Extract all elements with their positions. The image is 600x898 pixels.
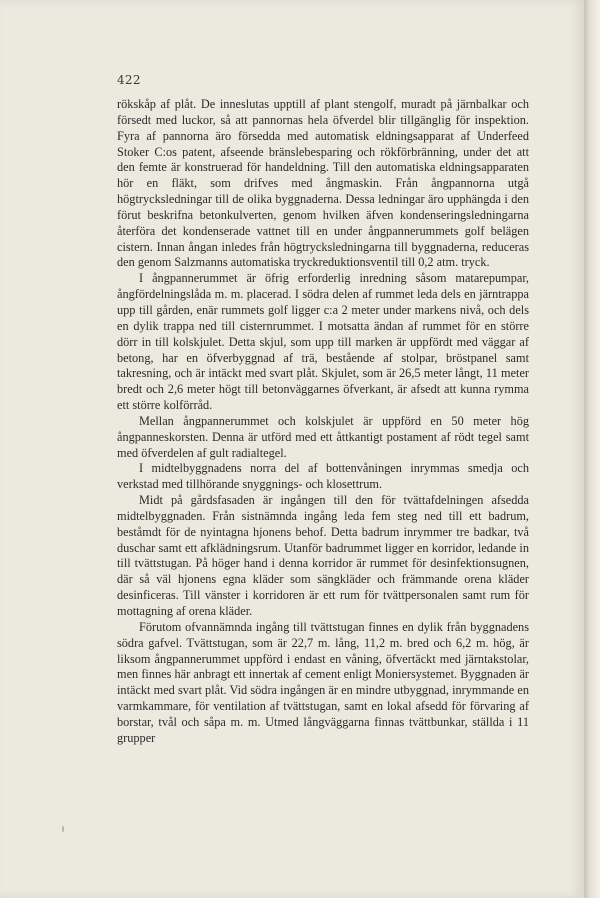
paragraph-2: I ångpannerummet är öfrig erforderlig inredning såsom matarepumpar, ångfördelningslåda m. m. placerad. I södra delen af rummet leda dels en järntrappa upp till gården, enär rummets golf ligger c:a 2 meter under markens nivå, och dels en dylik trappa ned till cisternrummet. I motsatta ändan af rummet för en större dörr in till kolskjulet. Detta skjul, som upp till marken är uppfördt med väggar af betong, har en öfverbyggnad af trä, bestående af stolpar, bröstpanel samt takresning, och är intäckt med svart plåt. Skjulet, som är 26,5 meter långt, 11 meter bredt och 2,6 meter högt till betonväggarnes öfverkant, är afsedt att kunna rymma ett större kolförråd. [117,271,529,413]
page-number: 422 [117,73,141,87]
paragraph-3: Mellan ångpannerummet och kolskjulet är uppförd en 50 meter hög ångpanneskorsten. Denna är utförd med ett åttkantigt postament af rödt tegel samt med öfverdelen af gult radialtegel. [117,413,529,460]
paper-speck [62,826,64,832]
paragraph-4: I midtelbyggnadens norra del af bottenvåningen inrymmas smedja och verkstad med tillhörande snyggnings- och klosettrum. [117,461,529,492]
book-spine-edge [584,0,600,898]
body-text [117,97,529,747]
paragraph-6: Förutom ofvannämnda ingång till tvättstugan finnes en dylik från byggnadens södra gafvel. Tvättstugan, som är 22,7 m. lång, 11,2 m. bred och 6,2 m. hög, är liksom ångpannerummet uppförd i endast en våning, öfvertäckt med järntakstolar, men finnes här anbragt ett innertak af cement enligt Moniersystemet. Byggnaden är intäckt med svart plåt. Vid södra ingången är en mindre utbyggnad, inrymmande en varmkammare, för ventilation af tvättstugan, samt en lokal afsedd för förvaring af borstar, tvål och såpa m. m. Utmed långväggarna finnas tvättbunkar, ställda i 11 grupper [117,619,529,745]
paragraph-1: rökskåp af plåt. De inneslutas upptill af plant stengolf, muradt på järnbalkar och försedt med luckor, så att pannornas hela öfverdel blir tillgänglig för inspektion. Fyra af pannorna äro försedda med automatisk eldningsapparat af Underfeed Stoker C:os patent, afseende bränslebesparing och rökförbränning, under det att den femte är konstruerad för handeldning. Till den automatiska eldningsapparaten hör en fläkt, som drifves med ångmaskin. Från ångpannorna utgå högtrycksledningar till de olika byggnaderna. Dessa ledningar äro upphängda i den förut beskrifna betonkulverten, genom hvilken äfven kondenseringsledningarna återföra det kondenserade vattnet till en under ångpannerummets golf belägen cistern. Innan ångan inledes från högtrycksledningarna till byggnaderna, reduceras den genom Salzmanns automatiska tryckreduktionsventil till 0,2 atm. tryck. [117,97,529,270]
paragraph-5: Midt på gårdsfasaden är ingången till den för tvättafdelningen afsedda midtelbyggnaden. Från sistnämnda ingång leda fem steg ned till ett badrum, beståmdt för de nyintagna hjonens behof. Detta badrum inrymmer tre badkar, två duschar samt ett afklädningsrum. Utanför badrummet ligger en korridor, ledande in till tvättstugan. På höger hand i denna korridor är rummet för desinfektionsugnen, där så väl hjonens egna kläder som sängkläder och främmande orena kläder desinficeras. Till vänster i korridoren är ett rum för tvättpersonalen samt rum för mottagning af orena kläder. [117,493,529,618]
